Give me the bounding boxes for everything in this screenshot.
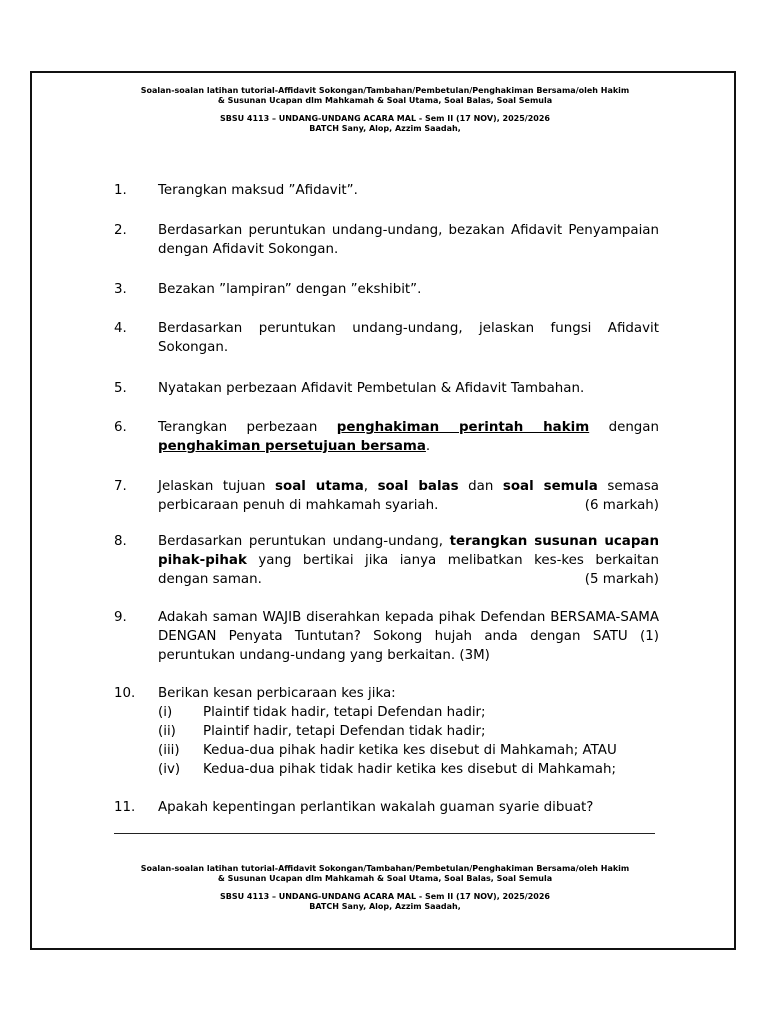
text-run: , [363,479,378,494]
question-text: Adakah saman WAJIB diserahkan kepada pihak Defendan BERSAMA-SAMA DENGAN Penyata Tuntutan? Sokong hujah anda dengan SATU (1) peruntukan undang-undang yang berkaitan. (3M) [158,610,659,663]
question-4 [114,319,659,357]
question-11 [114,798,659,817]
question-number: 5. [114,381,127,396]
header-batch-line: BATCH Sany, Alop, Azzim Saadah, [309,124,461,133]
question-9 [114,608,659,665]
question-number: 9. [114,610,127,625]
sub-item [158,760,659,779]
question-6 [114,418,659,456]
document-header [110,86,660,134]
question-number: 11. [114,800,136,815]
term-soal-balas: soal balas [377,479,459,494]
term-penghakiman-persetujuan-bersama: penghakiman persetujuan bersama [158,439,426,454]
question-text: Berikan kesan perbicaraan kes jika: [158,686,396,701]
footer-title-line1: Soalan-soalan latihan tutorial-Affidavit Sokongan/Tambahan/Pembetulan/Penghakiman Bersama/oleh Hakim [140,864,630,873]
sub-item-number: (iv) [158,762,181,777]
text-run: yang bertikai jika ianya melibatkan kes-kes berkaitan dengan saman. [158,553,659,587]
marks-label: (6 markah) [584,498,659,513]
question-text: Berdasarkan peruntukan undang-undang, bezakan Afidavit Penyampaian dengan Afidavit Sokongan. [158,223,659,257]
header-course-line: SBSU 4113 – UNDANG-UNDANG ACARA MAL - Sem II (17 NOV), 2025/2026 [220,114,550,123]
text-run: . [425,439,431,454]
question-text: Apakah kepentingan perlantikan wakalah guaman syarie dibuat? [158,800,594,815]
text-run: Berdasarkan peruntukan undang-undang, [158,534,450,549]
divider-line [114,833,655,834]
question-number: 8. [114,534,127,549]
marks-label: (5 markah) [584,572,659,587]
question-3 [114,280,659,299]
question-number: 6. [114,420,127,435]
sub-item-number: (i) [158,705,173,720]
question-number: 2. [114,223,127,238]
header-title-line2: & Susunan Ucapan dlm Mahkamah & Soal Utama, Soal Balas, Soal Semula [217,96,553,105]
question-text [158,477,659,515]
question-5 [114,379,659,398]
question-number: 1. [114,183,127,198]
sub-item-number: (ii) [158,724,176,739]
footer-batch-line: BATCH Sany, Alop, Azzim Saadah, [309,902,461,911]
term-soal-utama: soal utama [275,479,364,494]
question-2 [114,221,659,259]
footer-title-line2: & Susunan Ucapan dlm Mahkamah & Soal Utama, Soal Balas, Soal Semula [217,874,553,883]
document-footer [110,864,660,912]
text-run: semasa perbicaraan penuh di mahkamah syariah. [158,479,659,513]
sub-item-text: Plaintif hadir, tetapi Defendan tidak hadir; [203,724,486,739]
text-run: dengan [589,420,659,435]
text-run: Jelaskan tujuan [158,479,276,494]
header-title-line1: Soalan-soalan latihan tutorial-Affidavit Sokongan/Tambahan/Pembetulan/Penghakiman Bersama/oleh Hakim [140,86,630,95]
question-number: 7. [114,479,127,494]
sub-item [158,703,659,722]
question-number: 3. [114,282,127,297]
question-text: Nyatakan perbezaan Afidavit Pembetulan & Afidavit Tambahan. [158,381,585,396]
text-run: dan [458,479,503,494]
term-susunan-ucapan: terangkan susunan ucapan pihak-pihak [158,534,659,568]
sub-item-text: Kedua-dua pihak tidak hadir ketika kes disebut di Mahkamah; [203,762,616,777]
question-1 [114,181,659,200]
term-penghakiman-perintah-hakim: penghakiman perintah hakim [336,420,590,435]
text-run: Terangkan perbezaan [158,420,337,435]
question-text: Terangkan maksud ”Afidavit”. [158,183,358,198]
footer-course-line: SBSU 4113 – UNDANG-UNDANG ACARA MAL - Sem II (17 NOV), 2025/2026 [220,892,550,901]
question-text [158,532,659,589]
sub-item [158,741,659,760]
question-number: 10. [114,686,136,701]
question-number: 4. [114,321,127,336]
question-10 [114,684,659,779]
question-text: Bezakan ”lampiran” dengan ”ekshibit”. [158,282,422,297]
question-text: Berdasarkan peruntukan undang-undang, jelaskan fungsi Afidavit Sokongan. [158,321,659,355]
sub-item [158,722,659,741]
question-7 [114,477,659,515]
sub-item-number: (iii) [158,743,180,758]
term-soal-semula: soal semula [502,479,598,494]
sub-item-text: Kedua-dua pihak hadir ketika kes disebut di Mahkamah; ATAU [203,743,617,758]
question-8 [114,532,659,589]
sub-item-text: Plaintif tidak hadir, tetapi Defendan hadir; [203,705,486,720]
question-text [158,418,659,456]
